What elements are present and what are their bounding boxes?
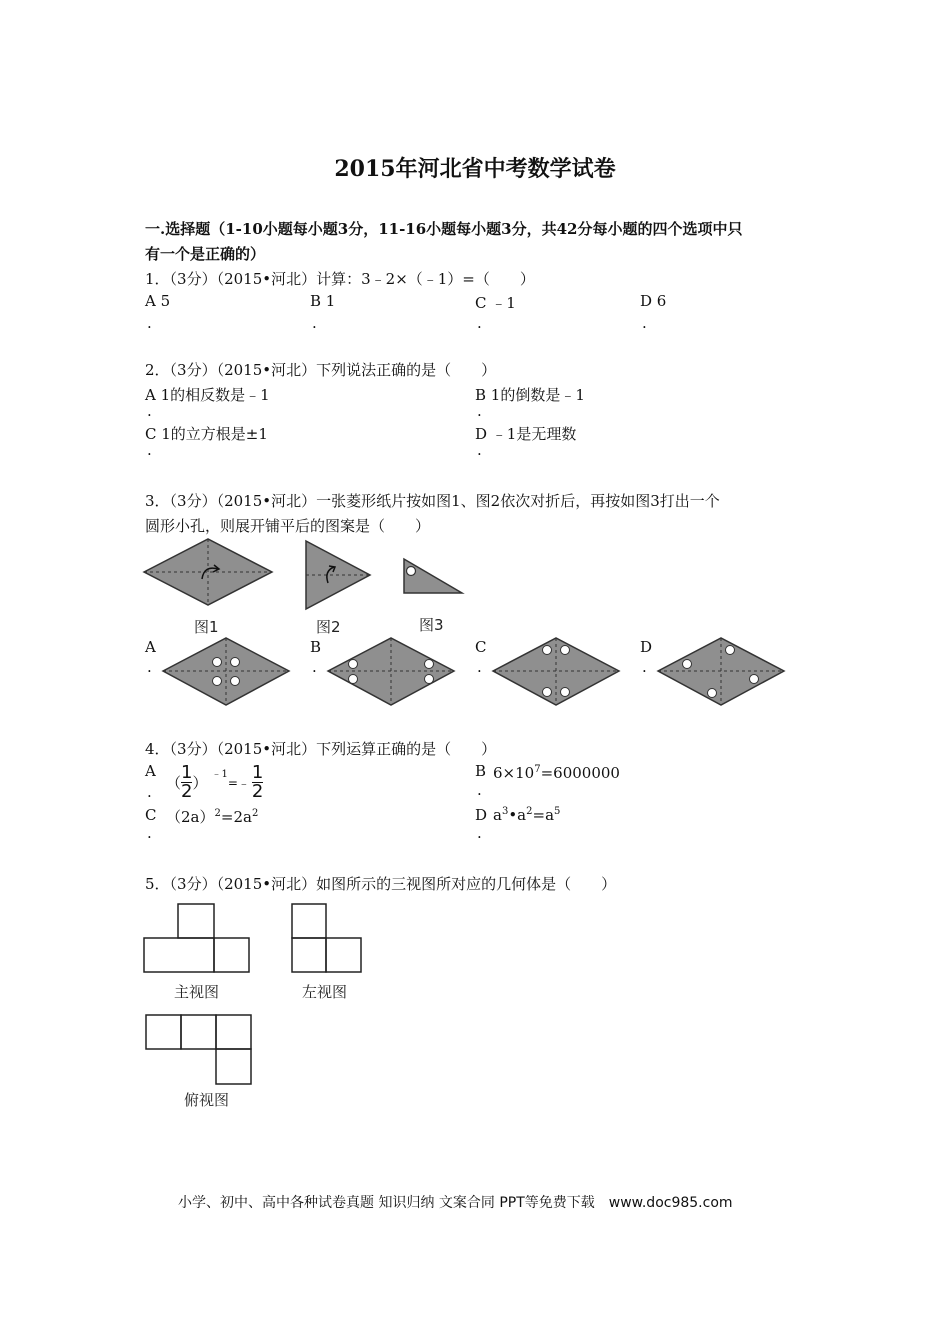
q2-option-a: A 1的相反数是﹣1 — [145, 386, 270, 404]
q2-dot-d: . — [477, 441, 482, 459]
q1-option-c: C ﹣1 — [475, 294, 516, 312]
q4-option-d-expression — [493, 806, 560, 824]
q4-a-exponent: ﹣1 — [211, 768, 228, 780]
page-footer: 小学、初中、高中各种试卷真题 知识归纳 文案合同 PPT等免费下载 www.doc985.com — [178, 1195, 733, 1211]
q4-d-exp2: 2 — [526, 806, 533, 817]
fig3-caption: 图3 — [419, 616, 444, 634]
q4-a-fraction-2 — [251, 761, 264, 802]
fig2-caption: 图2 — [316, 618, 341, 636]
q2-option-b: B 1的倒数是﹣1 — [475, 386, 585, 404]
side-view-top — [292, 904, 326, 938]
q2-option-c: C 1的立方根是±1 — [145, 425, 268, 443]
q2-dot-a: . — [147, 402, 152, 420]
q4-dot-b: . — [477, 781, 482, 799]
q1-dot-d: . — [642, 314, 647, 332]
q4-d-eq: =a — [532, 806, 555, 824]
q3-dot-b: . — [312, 658, 317, 676]
q1-option-b: B 1 — [310, 292, 336, 310]
q3-option-a-label: A — [145, 638, 156, 656]
q4-option-a-expression — [166, 760, 263, 804]
q3-dot-d: . — [642, 658, 647, 676]
q4-a-fraction — [181, 761, 193, 802]
question-3-stem-line1: 3．（3分）（2015•河北）一张菱形纸片按如图1、图2依次对折后，再按如图3打出一个 — [145, 492, 720, 510]
q4-dot-a: . — [147, 783, 152, 801]
side-view-bottom-right — [326, 938, 361, 972]
q4-a-denominator-2: 2 — [251, 780, 264, 802]
q1-dot-c: . — [477, 314, 482, 332]
q5-top-view — [140, 1010, 260, 1090]
q2-dot-c: . — [147, 441, 152, 459]
q1-dot-b: . — [312, 314, 317, 332]
question-2-stem: 2．（3分）（2015•河北）下列说法正确的是（ ） — [145, 361, 497, 379]
q4-d-exp1: 3 — [501, 806, 509, 817]
q4-c-exponent: 2 — [214, 808, 221, 819]
q4-b-rest: =6000000 — [540, 764, 620, 782]
q4-d-mid: •a — [508, 806, 527, 824]
q4-option-c-label: C — [145, 806, 157, 824]
question-3-stem-line2: 圆形小孔，则展开铺平后的图案是（ ） — [145, 517, 431, 535]
q1-dot-a: . — [147, 314, 152, 332]
q3-dot-c: . — [477, 658, 482, 676]
q4-option-d-label: D — [475, 806, 488, 824]
q4-option-c-expression — [166, 806, 258, 827]
question-5-stem: 5．（3分）（2015•河北）如图所示的三视图所对应的几何体是（ ） — [145, 875, 617, 893]
front-view-caption: 主视图 — [174, 983, 220, 1001]
q2-dot-b: . — [477, 402, 482, 420]
q1-option-a: A 5 — [145, 292, 171, 310]
question-4-stem: 4．（3分）（2015•河北）下列运算正确的是（ ） — [145, 740, 497, 758]
side-view-caption: 左视图 — [302, 983, 348, 1001]
q4-option-a-label: A — [145, 762, 156, 780]
q4-dot-d: . — [477, 824, 482, 842]
front-view-bottom-left — [144, 938, 214, 972]
q4-c-exponent-2: 2 — [251, 808, 259, 819]
q3-option-b-label: B — [310, 638, 322, 656]
q3-dot-a: . — [147, 658, 152, 676]
q2-option-d: D ﹣1是无理数 — [475, 425, 577, 443]
q4-d-exp3: 5 — [554, 806, 561, 817]
q4-a-denominator: 2 — [181, 780, 193, 802]
q4-dot-c: . — [147, 824, 152, 842]
q3-option-c-label: C — [475, 638, 487, 656]
q4-a-open-paren: （ — [166, 773, 182, 792]
q3-option-c-figure — [490, 634, 622, 710]
fig3-triangle — [404, 559, 462, 593]
top-view-caption: 俯视图 — [184, 1091, 230, 1109]
q3-option-d-label: D — [640, 638, 653, 656]
front-view-top-block — [178, 904, 214, 938]
q4-b-base: 6×10 — [493, 764, 535, 782]
question-1-stem: 1．（3分）（2015•河北）计算：3﹣2×（﹣1）=（ ） — [145, 270, 535, 288]
q3-option-a-figure — [160, 634, 292, 710]
front-view-bottom-right — [214, 938, 249, 972]
page-title: 2015年河北省中考数学试卷 — [334, 156, 616, 182]
q4-option-b-expression — [493, 764, 620, 782]
q4-option-b-label: B — [475, 762, 487, 780]
side-view-bottom-left — [292, 938, 326, 972]
q4-d-a: a — [493, 806, 502, 824]
fig1-caption: 图1 — [194, 618, 219, 636]
q4-c-base: （2a） — [166, 808, 215, 826]
q4-a-numerator: 1 — [181, 761, 193, 783]
q5-front-and-side-views — [140, 900, 380, 980]
q4-a-equals: =﹣ — [227, 775, 250, 790]
section-heading-line2: 有一个是正确的） — [145, 245, 266, 263]
q3-option-b-figure — [325, 634, 457, 710]
q4-b-exponent: 7 — [534, 764, 541, 775]
q3-option-d-figure — [655, 634, 787, 710]
q4-c-rest: =2a — [220, 808, 252, 826]
q4-a-close-paren: ） — [192, 773, 208, 792]
q1-option-d: D 6 — [640, 292, 667, 310]
section-heading-line1: 一.选择题（1-10小题每小题3分，11-16小题每小题3分，共42分每小题的四个选项中只 — [145, 220, 743, 238]
q4-a-numerator-2: 1 — [251, 761, 264, 783]
